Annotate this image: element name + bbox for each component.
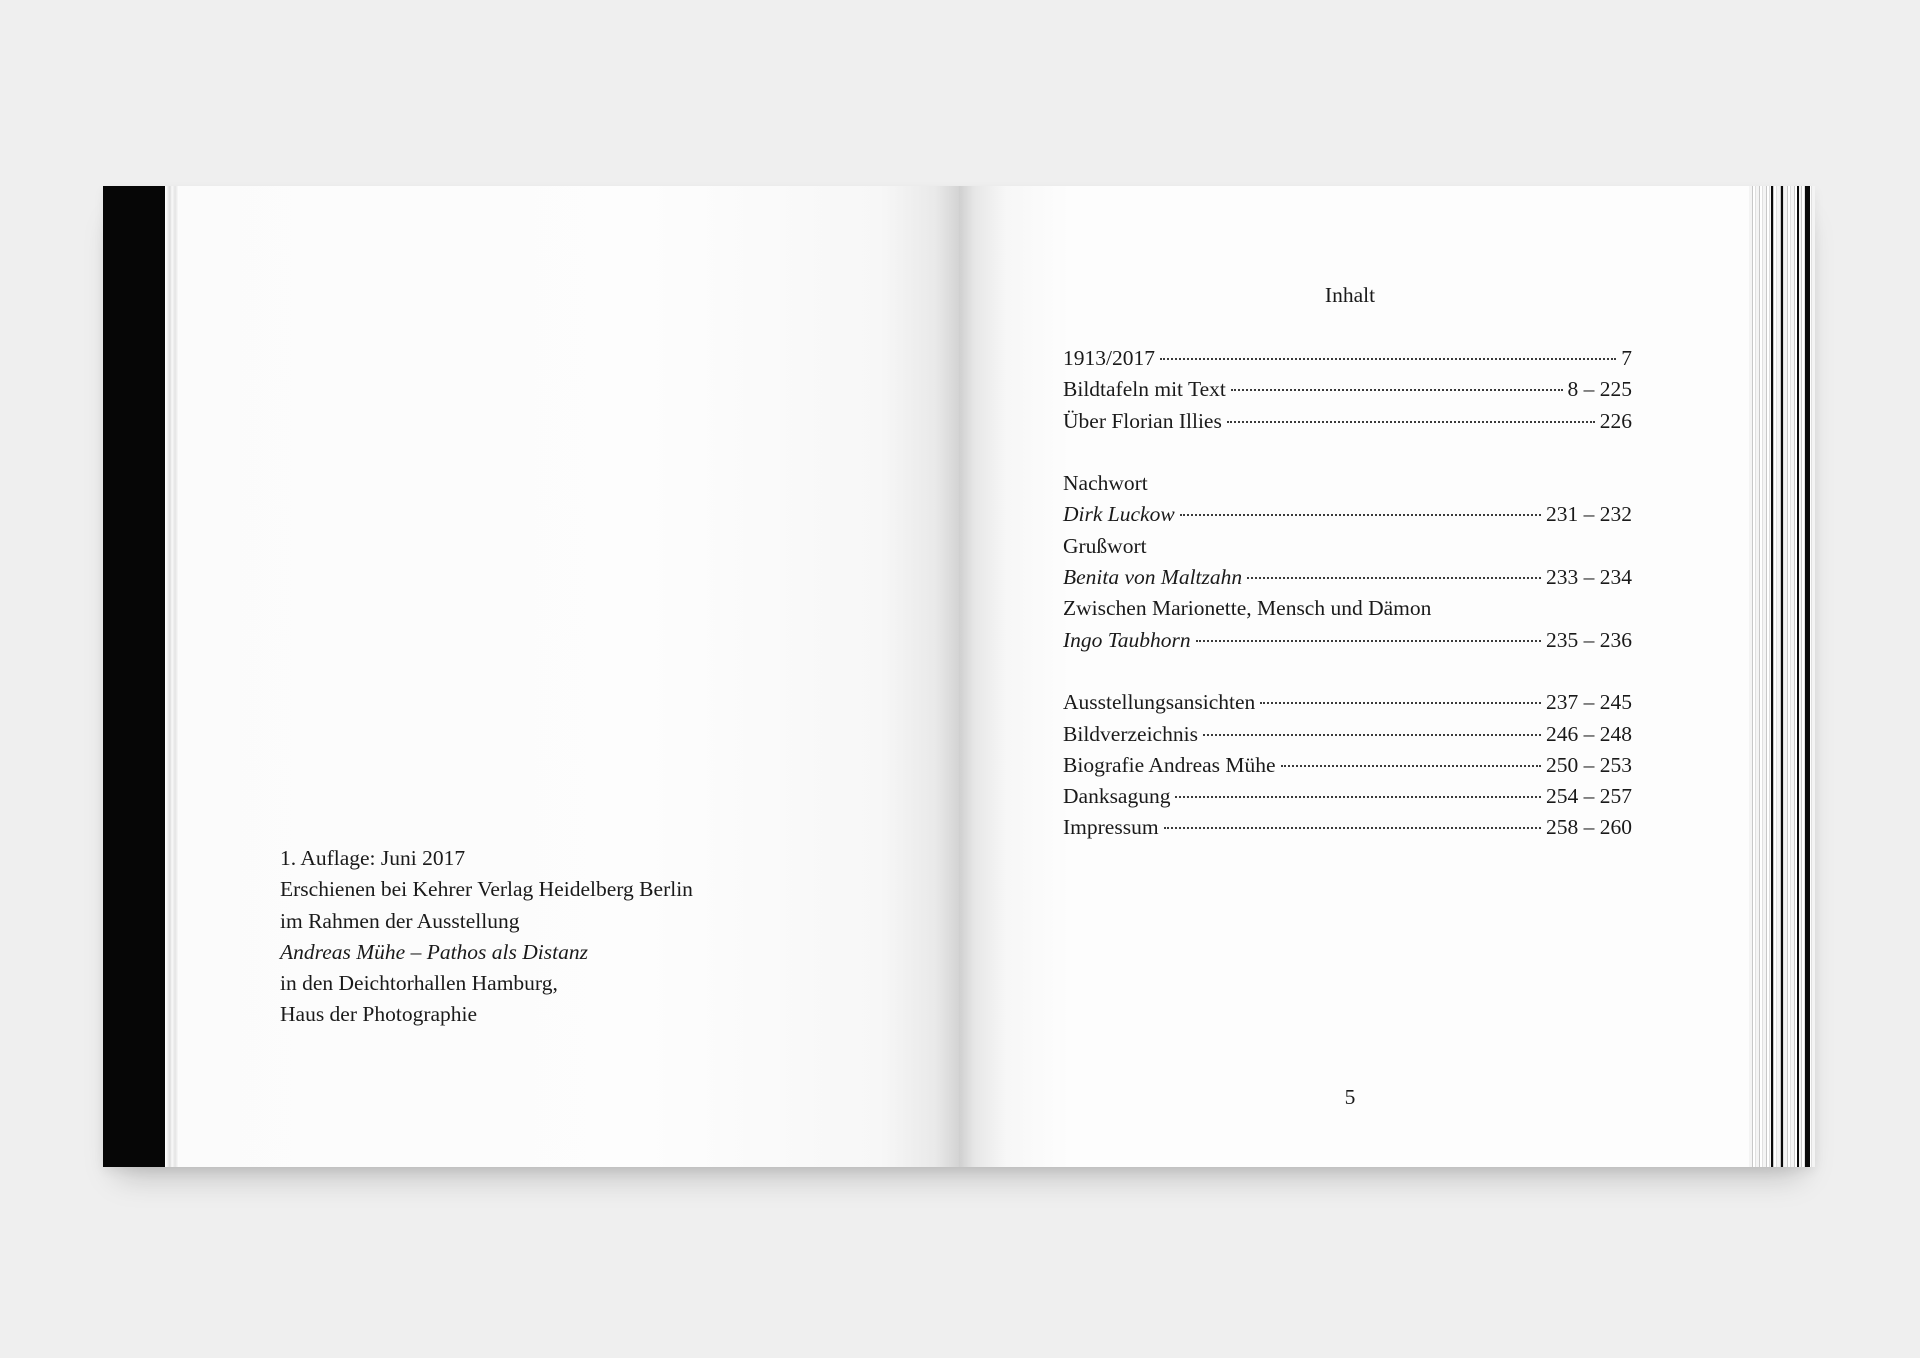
toc-leader-dots: [1203, 734, 1541, 736]
toc-entry-label: Grußwort: [1063, 533, 1147, 558]
toc-entry: [1063, 468, 1632, 499]
toc-entry-label: Benita von Maltzahn: [1063, 565, 1243, 590]
page-stack-left: [165, 186, 179, 1167]
toc-entry: [1063, 719, 1632, 750]
imprint-line: Haus der Photographie: [280, 1002, 478, 1027]
stack-dark-sheet: [1797, 186, 1799, 1167]
toc-entry-label: Dirk Luckow: [1063, 502, 1175, 527]
toc-entry-label: Zwischen Marionette, Mensch und Dämon: [1063, 596, 1432, 621]
toc-leader-dots: [1164, 827, 1541, 829]
toc-entry: [1063, 374, 1632, 405]
toc-entry: [1063, 750, 1632, 781]
toc-entry-pages: 7: [1621, 346, 1632, 370]
toc-entry: [1063, 812, 1632, 843]
toc-leader-dots: [1196, 640, 1541, 642]
toc-entry: [1063, 687, 1632, 718]
toc-entry-label: Danksagung: [1063, 784, 1171, 809]
toc-entry-label: Ausstellungsansichten: [1063, 690, 1256, 715]
toc-leader-dots: [1227, 421, 1595, 423]
toc-entry-label: 1913/2017: [1063, 346, 1155, 370]
imprint-line: Erschienen bei Kehrer Verlag Heidelberg Berlin: [280, 877, 693, 902]
stack-dark-sheet: [1781, 186, 1783, 1167]
toc-entry-pages: 226: [1599, 408, 1632, 433]
toc-entry: [1063, 593, 1632, 624]
toc-entry-label: Biografie Andreas Mühe: [1063, 752, 1276, 777]
toc-entry-pages: 235 – 236: [1546, 627, 1632, 652]
toc-entry-pages: 250 – 253: [1546, 752, 1632, 777]
toc-leader-dots: [1281, 765, 1541, 767]
toc-leader-dots: [1231, 389, 1563, 391]
toc-entry-label: Bildverzeichnis: [1063, 721, 1198, 746]
page-stack-right: [1749, 186, 1815, 1167]
page-number: 5: [1344, 1085, 1356, 1109]
toc-leader-dots: [1260, 702, 1541, 704]
toc-entry-pages: 233 – 234: [1546, 565, 1632, 590]
imprint-line: Andreas Mühe – Pathos als Distanz: [280, 939, 588, 964]
toc-entry-pages: 237 – 245: [1546, 690, 1632, 715]
toc-entry: [1063, 562, 1632, 593]
toc-entry-label: Nachwort: [1063, 471, 1148, 496]
book-cover-edge-left: [103, 186, 165, 1167]
toc-leader-dots: [1160, 358, 1616, 360]
toc-entry-label: Ingo Taubhorn: [1063, 627, 1191, 652]
imprint-line: 1. Auflage: Juni 2017: [280, 846, 466, 870]
imprint-line: in den Deichtorhallen Hamburg,: [280, 971, 558, 996]
toc-entry-pages: 231 – 232: [1546, 502, 1632, 527]
toc-entry-pages: 8 – 225: [1567, 377, 1632, 402]
toc-entry: [1063, 343, 1632, 374]
table-of-contents: [1063, 343, 1632, 844]
toc-spacer: [1063, 656, 1632, 687]
toc-entry: [1063, 781, 1632, 812]
toc-entry-label: Bildtafeln mit Text: [1063, 377, 1226, 402]
toc-leader-dots: [1180, 514, 1541, 516]
imprint-block: [280, 843, 693, 1031]
stack-dark-sheet: [1771, 186, 1773, 1167]
toc-entry: [1063, 531, 1632, 562]
toc-entry: [1063, 499, 1632, 530]
toc-entry: [1063, 406, 1632, 437]
stack-dark-sheet: [1805, 186, 1810, 1167]
toc-entry-label: Impressum: [1063, 815, 1159, 840]
toc-spacer: [1063, 437, 1632, 468]
toc-entry-pages: 246 – 248: [1546, 721, 1632, 746]
imprint-line: im Rahmen der Ausstellung: [280, 908, 520, 933]
toc-entry-label: Über Florian Illies: [1063, 408, 1222, 433]
toc-entry-pages: 254 – 257: [1546, 784, 1632, 809]
toc-leader-dots: [1175, 796, 1541, 798]
toc-entry-pages: 258 – 260: [1546, 815, 1632, 840]
toc-entry: [1063, 625, 1632, 656]
toc-leader-dots: [1247, 577, 1541, 579]
toc-title: Inhalt: [1324, 283, 1376, 307]
